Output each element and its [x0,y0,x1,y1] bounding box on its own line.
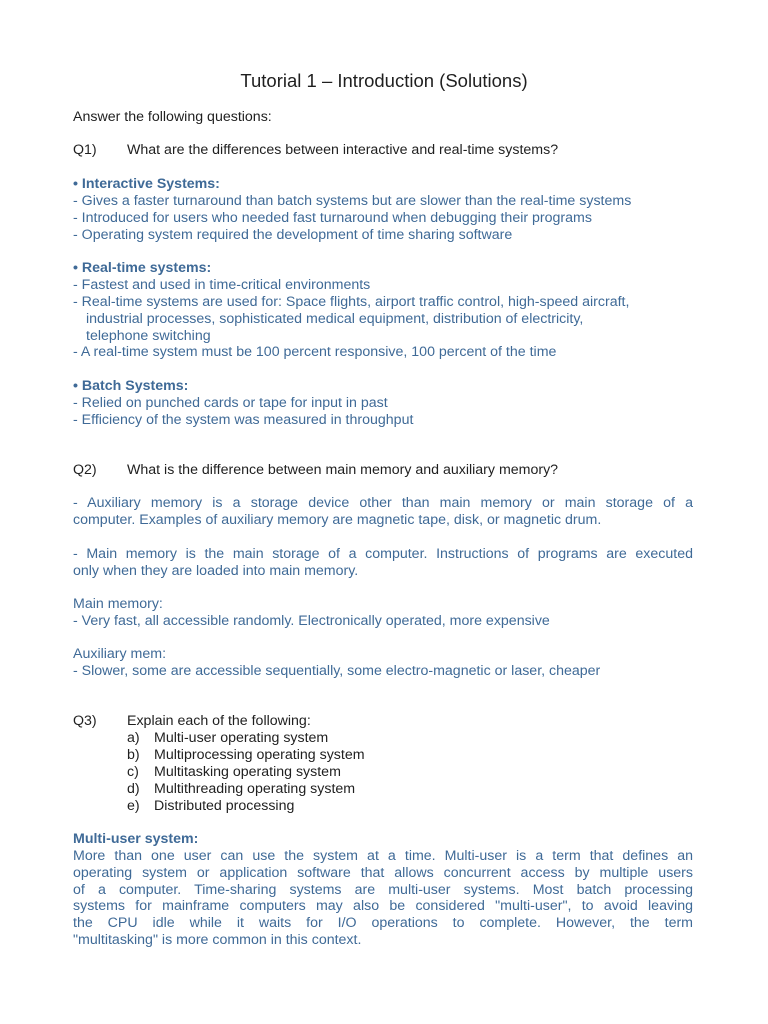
multiuser-line: More than one user can use the system at a time. Multi-user is a term that defines an [73,848,693,864]
q3-item-text: Distributed processing [154,798,295,814]
q3-item-text: Multiprocessing operating system [154,747,365,763]
batch-line: - Relied on punched cards or tape for input in past [73,395,388,411]
interactive-heading: • Interactive Systems: [73,176,220,192]
q3-item-marker: c) [127,764,139,780]
q3-item-marker: e) [127,798,140,814]
page-title: Tutorial 1 – Introduction (Solutions) [240,70,528,91]
main-memory-heading: Main memory: [73,596,163,612]
q3-item-text: Multithreading operating system [154,781,356,797]
q3-item-text: Multitasking operating system [154,764,341,780]
q1-label: Q1) [73,142,97,158]
realtime-heading: • Real-time systems: [73,260,212,276]
multiuser-line: "multitasking" is more common in this context. [73,932,362,948]
interactive-line: - Introduced for users who needed fast turnaround when debugging their programs [73,210,592,226]
aux-para-line: - Auxiliary memory is a storage device other than main memory or main storage of a [73,495,693,511]
realtime-line: telephone switching [86,328,211,344]
q3-label: Q3) [73,713,97,729]
multiuser-heading: Multi-user system: [73,831,199,847]
aux-memory-line: - Slower, some are accessible sequentially, some electro-magnetic or laser, cheaper [73,663,601,679]
realtime-line: - Fastest and used in time-critical environments [73,277,371,293]
interactive-line: - Operating system required the development of time sharing software [73,227,513,243]
multiuser-line: of a computer. Time-sharing systems are multi-user systems. Most batch processing [73,882,693,898]
multiuser-line: operating system or application software that allows concurrent access by multiple users [73,865,693,881]
multiuser-line: systems for mainframe computers may also be considered "multi-user", to avoid leaving [73,898,693,914]
q3-question: Explain each of the following: [127,713,311,729]
q2-question: What is the difference between main memory and auxiliary memory? [127,462,559,478]
realtime-line: industrial processes, sophisticated medical equipment, distribution of electricity, [86,311,584,327]
q3-item-text: Multi-user operating system [154,730,329,746]
q2-label: Q2) [73,462,97,478]
aux-para-line: computer. Examples of auxiliary memory are magnetic tape, disk, or magnetic drum. [73,512,602,528]
realtime-line: - Real-time systems are used for: Space flights, airport traffic control, high-speed aircraft, [73,294,630,310]
q3-item-marker: b) [127,747,140,763]
main-memory-line: - Very fast, all accessible randomly. Electronically operated, more expensive [73,613,550,629]
q3-item-marker: d) [127,781,140,797]
intro-text: Answer the following questions: [73,109,272,125]
interactive-line: - Gives a faster turnaround than batch systems but are slower than the real-time systems [73,193,632,209]
batch-heading: • Batch Systems: [73,378,189,394]
multiuser-line: the CPU idle while it waits for I/O operations to complete. However, the term [73,915,693,931]
realtime-line: - A real-time system must be 100 percent responsive, 100 percent of the time [73,344,557,360]
main-para-line: - Main memory is the main storage of a computer. Instructions of programs are executed [73,546,693,562]
main-para-line: only when they are loaded into main memory. [73,563,359,579]
q3-item-marker: a) [127,730,140,746]
batch-line: - Efficiency of the system was measured in throughput [73,412,414,428]
aux-memory-heading: Auxiliary mem: [73,646,167,662]
q1-question: What are the differences between interactive and real-time systems? [127,142,559,158]
